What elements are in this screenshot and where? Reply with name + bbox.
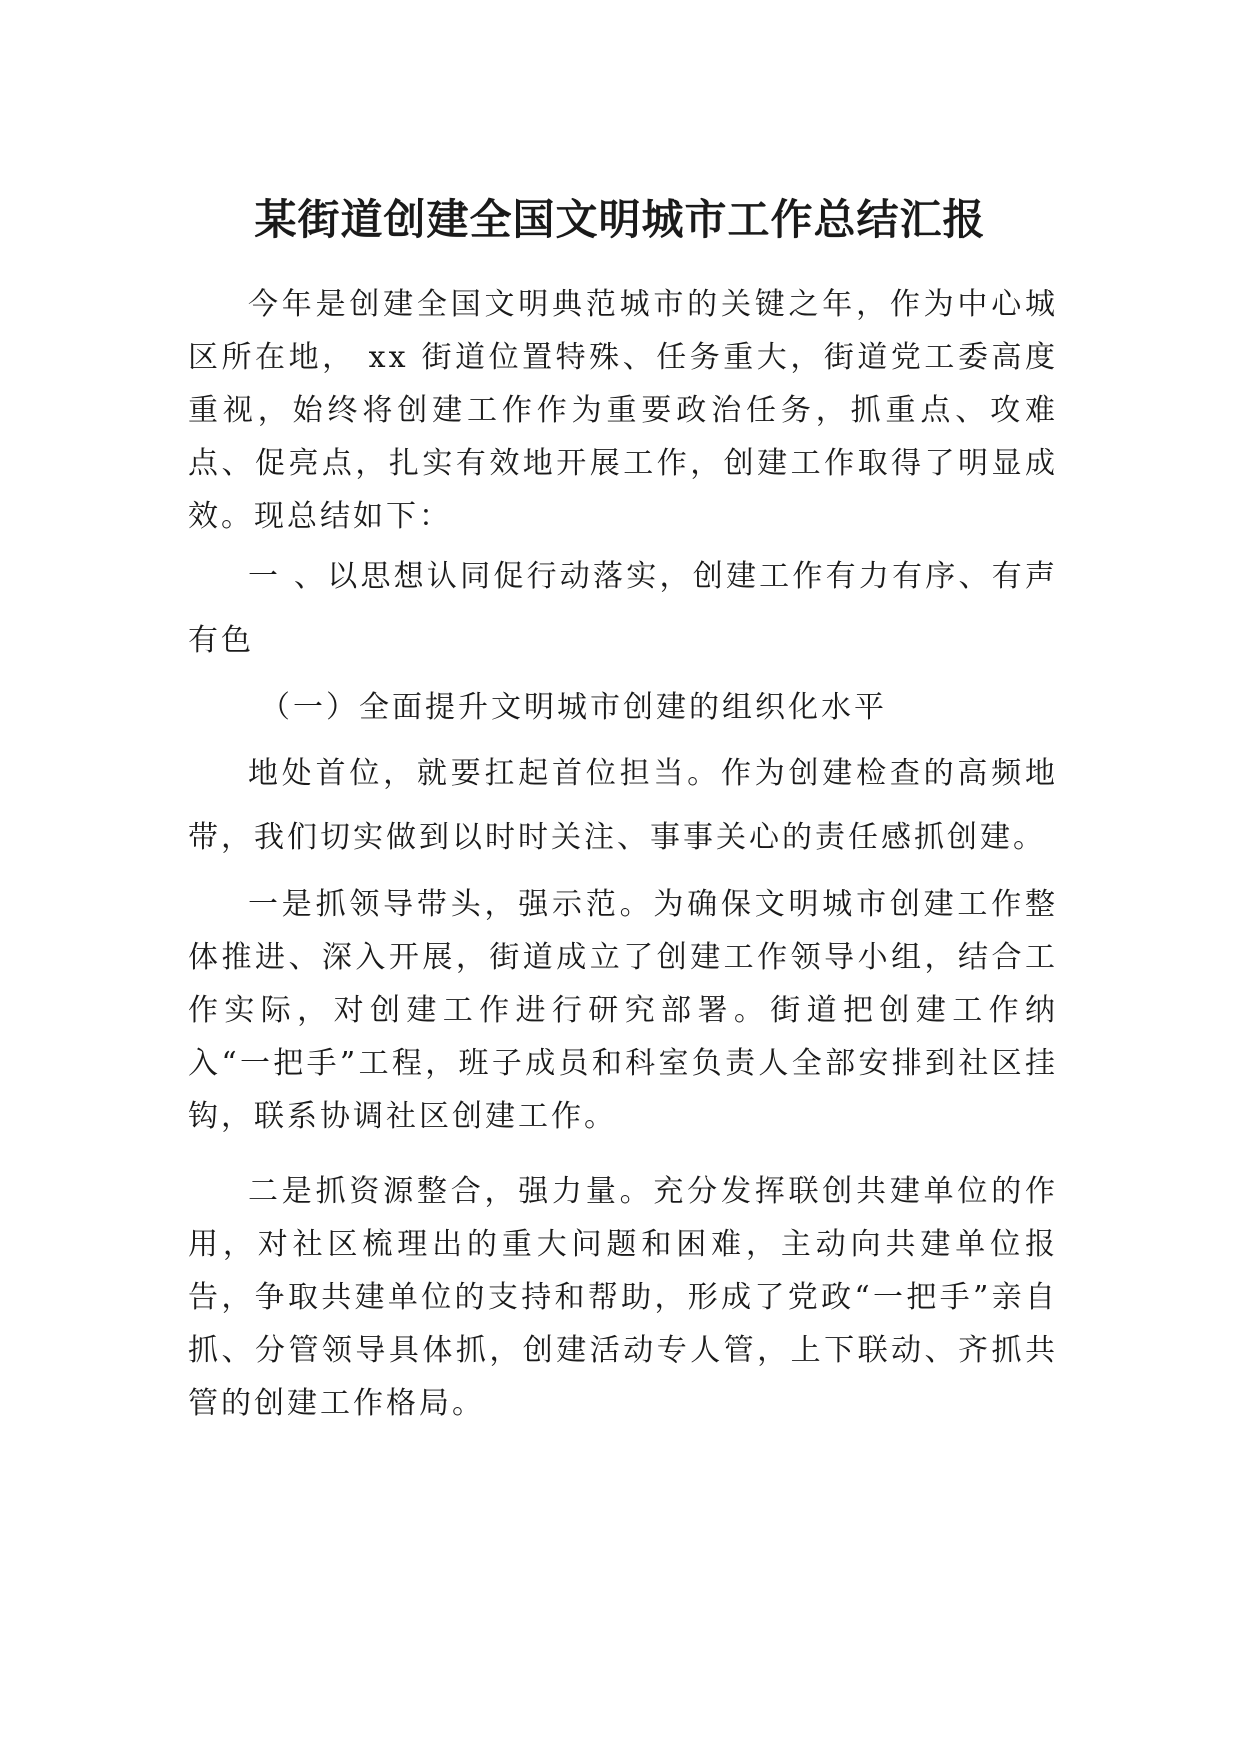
document-body: [188, 278, 1058, 1430]
body-paragraph: 地处首位，就要扛起首位担当。作为创建检查的高频地带，我们切实做到以时时关注、事事关心的责任感抓创建。: [188, 756, 1058, 855]
subsection-heading-1: （一）全面提升文明城市创建的组织化水平: [260, 690, 887, 725]
body-paragraph: 一是抓领导带头，强示范。为确保文明城市创建工作整体推进、深入开展，街道成立了创建工作领导小组，结合工作实际，对创建工作进行研究部署。街道把创建工作纳入“一把手”工程，班子成员和科室负责人全部安排到社区挂钩，联系协调社区创建工作。: [188, 887, 1058, 1134]
body-paragraph: 二是抓资源整合，强力量。充分发挥联创共建单位的作用，对社区梳理出的重大问题和困难，主动向共建单位报告，争取共建单位的支持和帮助，形成了党政“一把手”亲自抓、分管领导具体抓，创建活动专人管，上下联动、齐抓共管的创建工作格局。: [188, 1174, 1058, 1421]
document-title: 某街道创建全国文明城市工作总结汇报: [254, 195, 986, 244]
intro-paragraph: 今年是创建全国文明典范城市的关键之年，作为中心城区所在地， xx 街道位置特殊、任务重大，街道党工委高度重视，始终将创建工作作为重要政治任务，抓重点、攻难点、促亮点，扎实有效地开展工作，创建工作取得了明显成效。现总结如下：: [188, 287, 1058, 534]
section-heading-1: 一 、以思想认同促行动落实，创建工作有力有序、有声有色: [188, 559, 1058, 658]
